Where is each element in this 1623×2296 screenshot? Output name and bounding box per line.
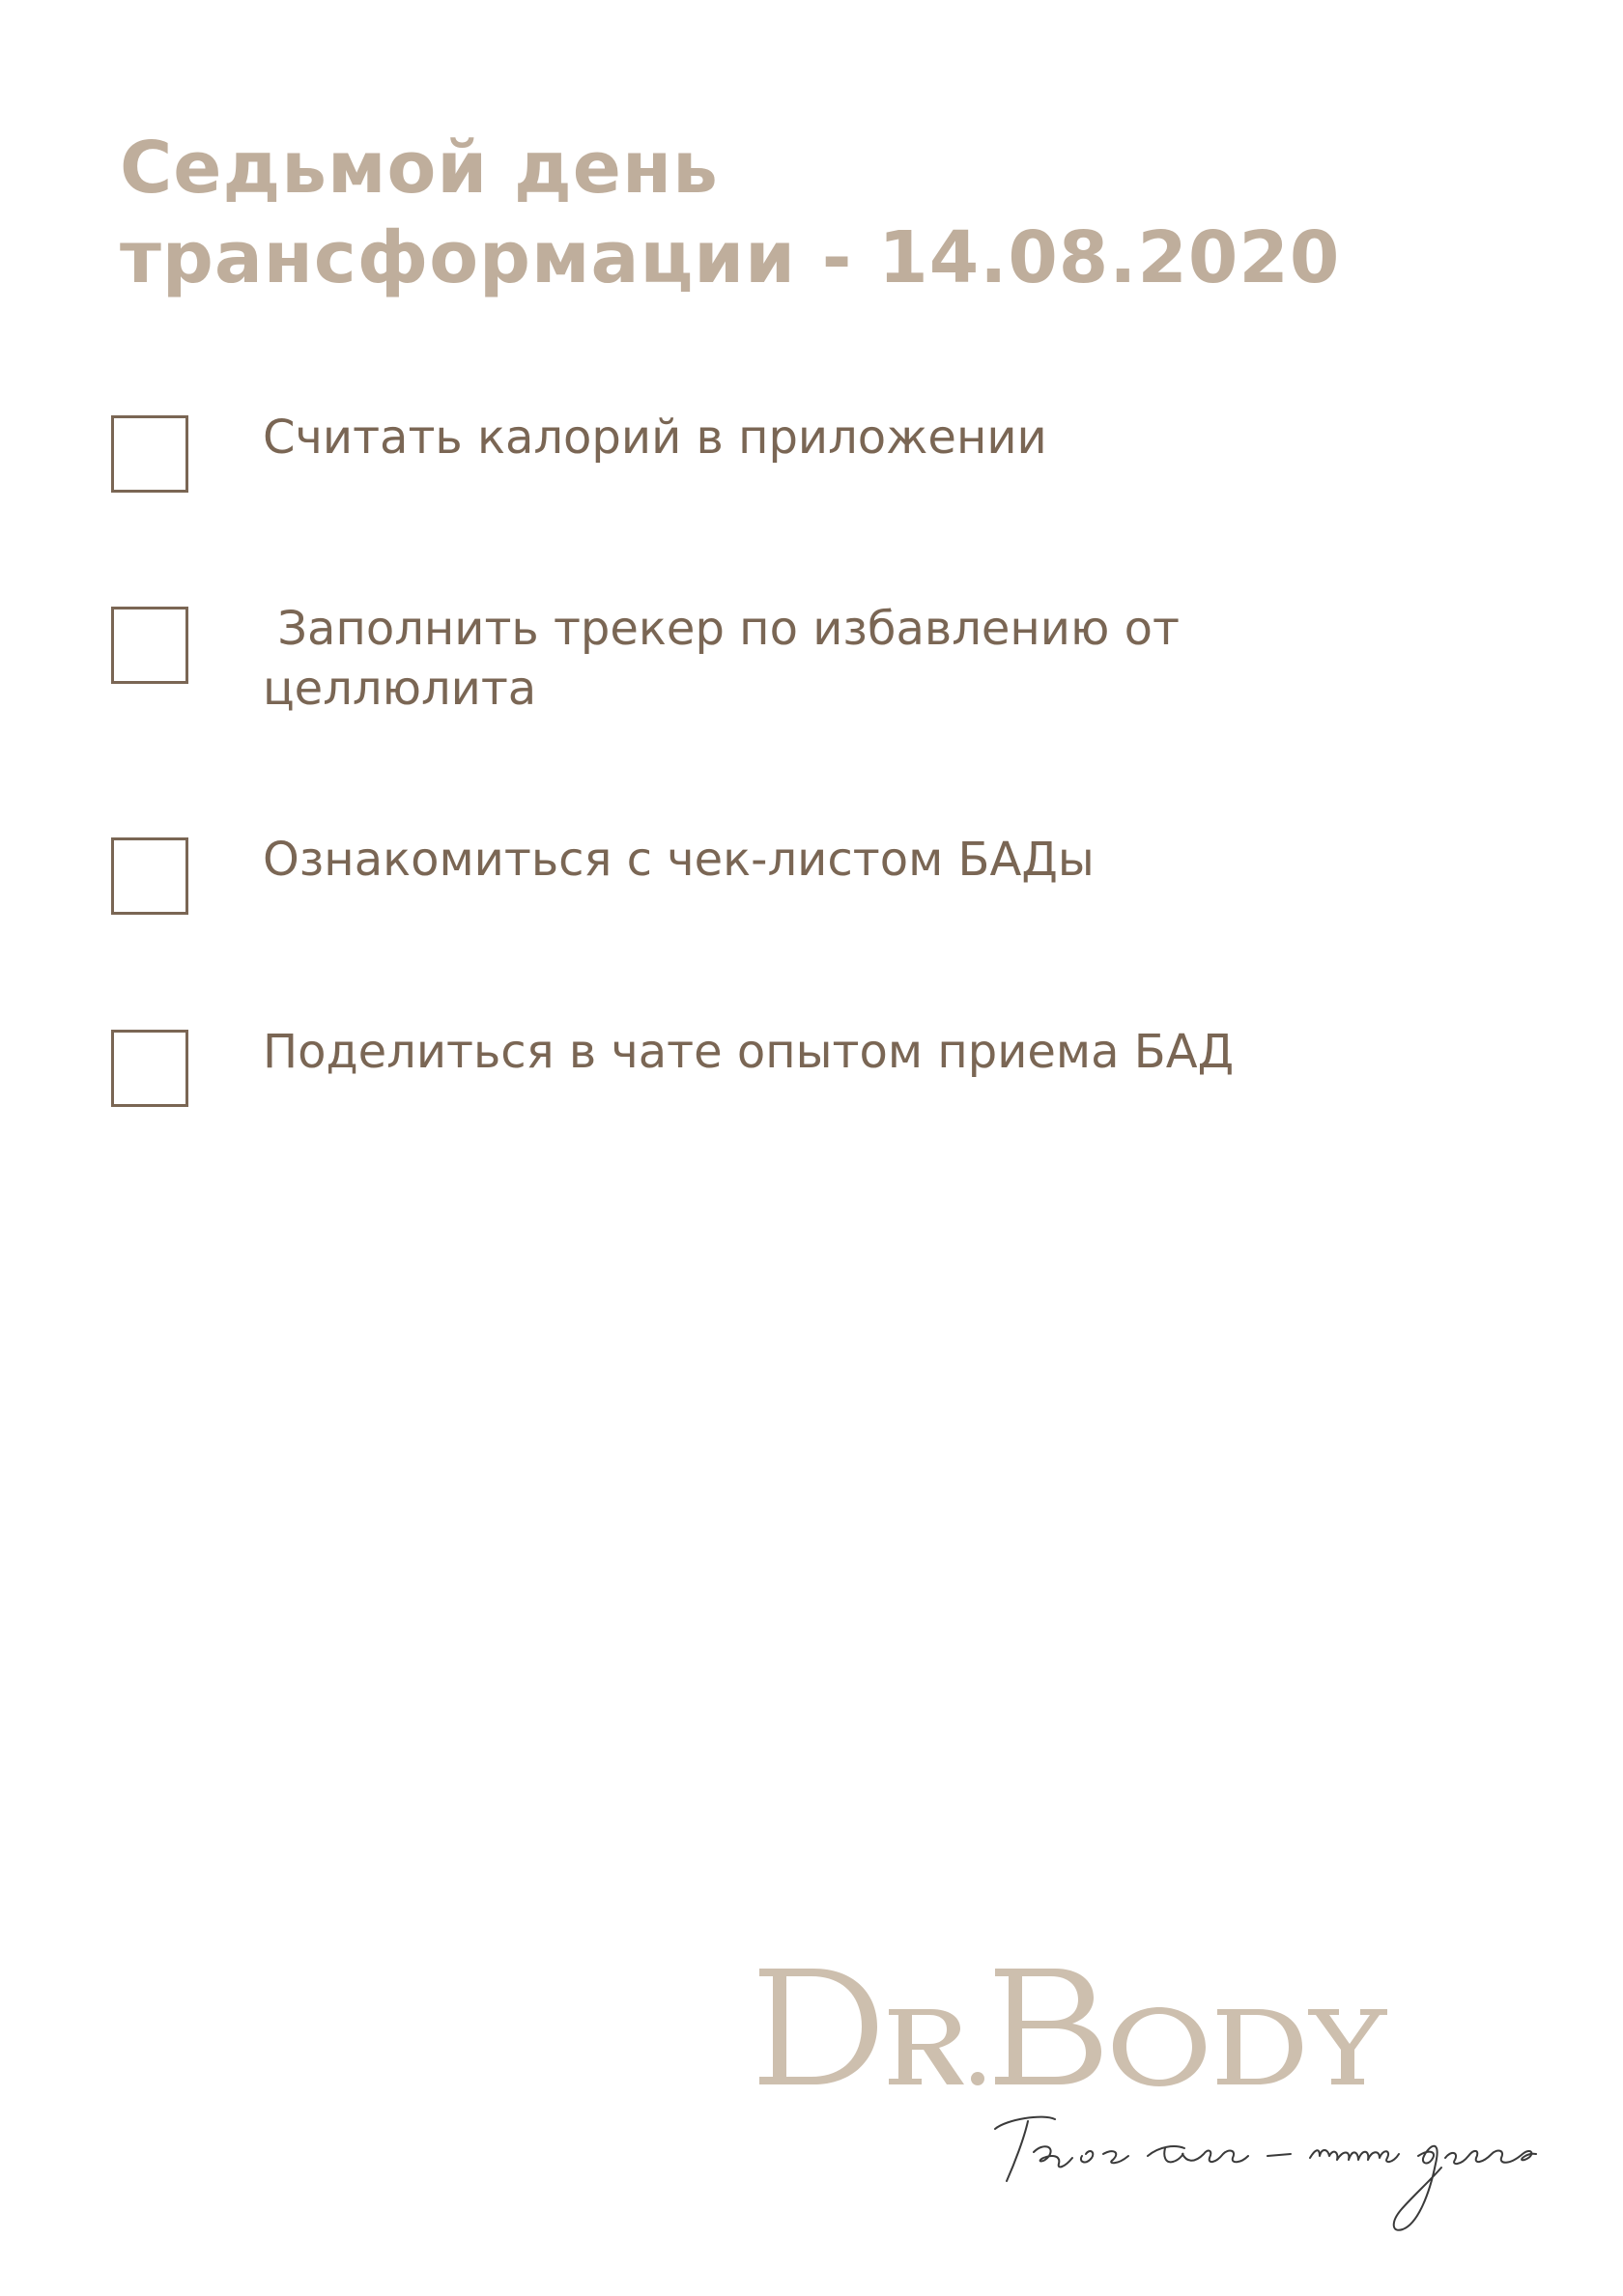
brand-logo xyxy=(754,1949,1584,2239)
checklist-item-label: Ознакомиться с чек-листом БАДы xyxy=(263,833,1095,887)
checklist-item-label: Заполнить трекер по избавлению от целлюлита xyxy=(263,602,1180,716)
checkbox[interactable] xyxy=(111,1030,188,1107)
brand-logo-graphic xyxy=(754,1949,1584,2239)
title-line-2: трансформации - 14.08.2020 xyxy=(120,216,1341,299)
checklist-item-label: Поделиться в чате опытом приема БАД xyxy=(263,1025,1235,1079)
checkbox[interactable] xyxy=(111,607,188,684)
checkbox[interactable] xyxy=(111,415,188,493)
checklist-item-label: Считать калорий в приложении xyxy=(263,411,1047,465)
logo-letters xyxy=(759,1969,1387,2086)
checkbox[interactable] xyxy=(111,837,188,915)
logo-signature xyxy=(995,2117,1536,2230)
title-line-1: Седьмой день xyxy=(120,127,719,210)
